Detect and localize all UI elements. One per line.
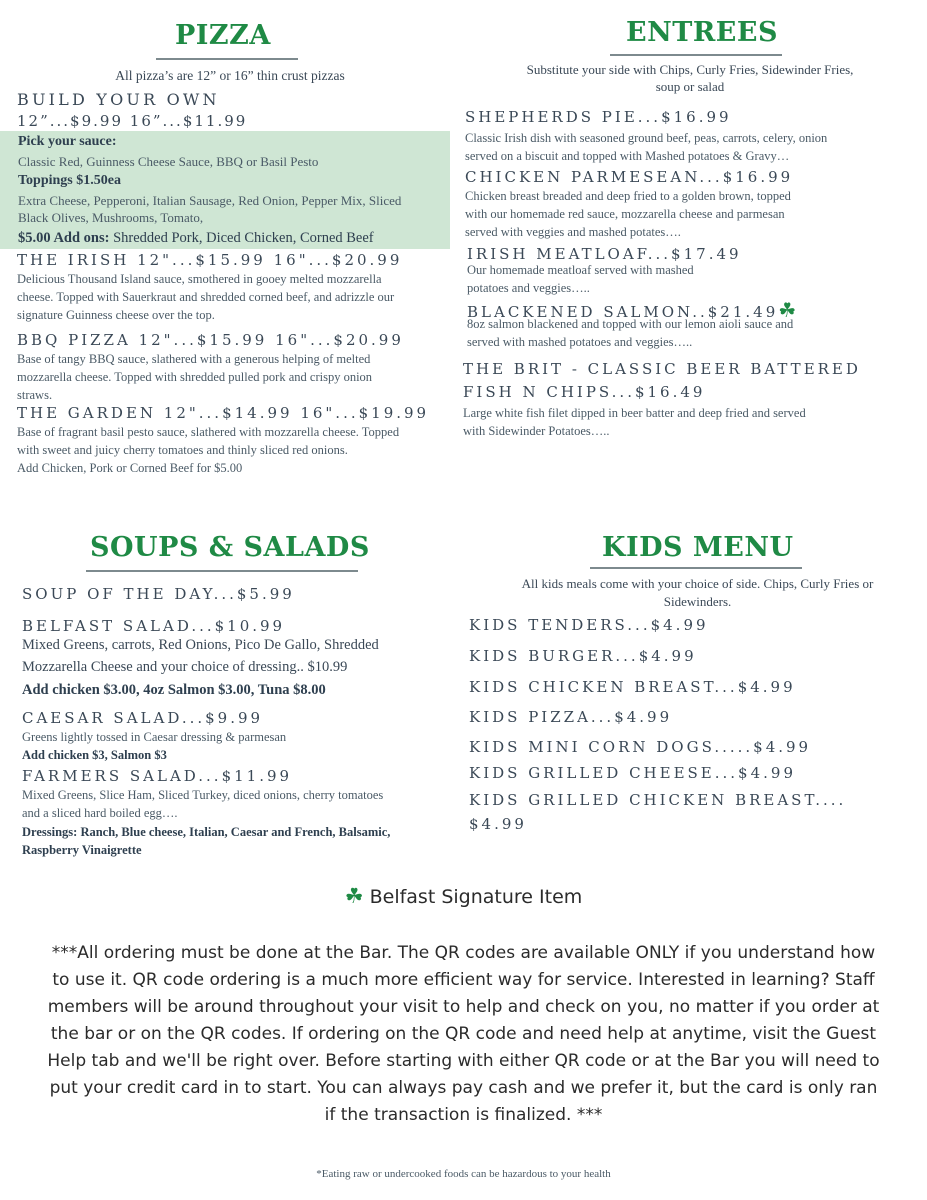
brit-desc-1: Large white fish filet dipped in beer batter and deep fried and served (463, 406, 806, 420)
shamrock-icon: ☘ (344, 884, 364, 908)
kids-item: KIDS GRILLED CHICKEN BREAST.... (469, 791, 847, 809)
meatloaf-desc-2: potatoes and veggies….. (467, 281, 590, 295)
parmesean-desc-3: served with veggies and mashed potates…. (465, 225, 681, 239)
soups-title-rule (86, 570, 358, 572)
farmers-desc-1: Mixed Greens, Slice Ham, Sliced Turkey, diced onions, cherry tomatoes (22, 788, 384, 802)
notice-line: Help tab and we'll be right over. Before starting with either QR code or at the Bar you will need to (47, 1051, 880, 1071)
irish-desc-3: signature Guinness cheese over the top. (17, 308, 215, 322)
irish-desc-1: Delicious Thousand Island sauce, smothered in gooey melted mozzarella (17, 272, 382, 286)
kids-item: KIDS BURGER...$4.99 (469, 647, 697, 665)
irish-desc-2: cheese. Topped with Sauerkraut and shredded corned beef, and adrizzle our (17, 290, 395, 304)
kids-subtitle-1: All kids meals come with your choice of side. Chips, Curly Fries or (521, 576, 874, 591)
shamrock-icon: ☘ (778, 298, 797, 322)
kids-item: $4.99 (469, 815, 527, 833)
kids-title: KIDS MENU (602, 532, 794, 563)
addons-line (18, 229, 374, 247)
kids-subtitle-2: Sidewinders. (663, 594, 732, 609)
salmon-name-text: BLACKENED SALMON..$21.49 (467, 303, 779, 321)
garden-desc-2: with sweet and juicy cherry tomatoes and thinly sliced red onions. (17, 443, 348, 457)
addons-label: $5.00 Add ons: (18, 230, 110, 246)
caesar-addons: Add chicken $3, Salmon $3 (22, 748, 167, 762)
entrees-title-rule (610, 54, 782, 56)
brit-name-2: FISH N CHIPS...$16.49 (463, 383, 706, 401)
notice-line: the bar or on the QR codes. If ordering on the QR code and need help at anytime, visit the Guest (50, 1024, 877, 1044)
farmers-dressings-1: Dressings: Ranch, Blue cheese, Italian, Caesar and French, Balsamic, (22, 825, 391, 839)
toppings-line2: Black Olives, Mushrooms, Tomato, (18, 210, 204, 225)
toppings-heading: Toppings $1.50ea (18, 173, 121, 188)
build-own-prices: 12”...$9.99 16”...$11.99 (17, 112, 248, 130)
farmers-desc-2: and a sliced hard boiled egg…. (22, 806, 178, 820)
toppings-line1: Extra Cheese, Pepperoni, Italian Sausage, Red Onion, Pepper Mix, Sliced (18, 193, 402, 208)
kids-item: KIDS PIZZA...$4.99 (469, 708, 673, 726)
kids-item: KIDS MINI CORN DOGS.....$4.99 (469, 738, 812, 756)
notice-line: ***All ordering must be done at the Bar. The QR codes are available ONLY if you understand how (51, 943, 876, 963)
meatloaf-name: IRISH MEATLOAF...$17.49 (467, 245, 742, 263)
farmers-name: FARMERS SALAD...$11.99 (22, 767, 293, 785)
shepherds-name: SHEPHERDS PIE...$16.99 (465, 108, 732, 126)
irish-name: THE IRISH 12"...$15.99 16"...$20.99 (17, 251, 403, 269)
notice-line: members will be around throughout your visit to help and check on you, no matter if you order at (47, 997, 880, 1017)
parmesean-desc-2: with our homemade red sauce, mozzarella cheese and parmesan (465, 207, 785, 221)
shepherds-desc-2: served on a biscuit and topped with Mashed potatoes & Gravy… (465, 149, 790, 163)
soup-of-day: SOUP OF THE DAY...$5.99 (22, 585, 295, 603)
meatloaf-desc-1: Our homemade meatloaf served with mashed (467, 263, 694, 277)
bbq-desc-3: straws. (17, 388, 53, 402)
entrees-subtitle-2: soup or salad (655, 79, 725, 94)
garden-desc-1: Base of fragrant basil pesto sauce, slathered with mozzarella cheese. Topped (17, 425, 400, 439)
belfast-desc-2: Mozzarella Cheese and your choice of dressing.. $10.99 (22, 659, 348, 675)
salmon-desc-1: 8oz salmon blackened and topped with our lemon aioli sauce and (467, 317, 794, 331)
belfast-addons: Add chicken $3.00, 4oz Salmon $3.00, Tuna $8.00 (22, 682, 326, 698)
raw-food-disclaimer: *Eating raw or undercooked foods can be hazardous to your health (316, 1168, 611, 1180)
sauce-heading: Pick your sauce: (18, 134, 117, 149)
signature-legend-text: Belfast Signature Item (369, 886, 583, 908)
entrees-title: ENTREES (626, 17, 778, 48)
pizza-title: PIZZA (175, 20, 271, 51)
belfast-desc-1: Mixed Greens, carrots, Red Onions, Pico De Gallo, Shredded (22, 637, 379, 653)
garden-desc-3: Add Chicken, Pork or Corned Beef for $5.00 (17, 461, 243, 475)
caesar-desc-1: Greens lightly tossed in Caesar dressing & parmesan (22, 730, 287, 744)
belfast-name: BELFAST SALAD...$10.99 (22, 617, 286, 635)
notice-line: if the transaction is finalized. *** (324, 1105, 603, 1125)
parmesean-desc-1: Chicken breast breaded and deep fried to a golden brown, topped (465, 189, 791, 203)
parmesean-name: CHICKEN PARMESEAN...$16.99 (465, 168, 794, 186)
entrees-subtitle-1: Substitute your side with Chips, Curly Fries, Sidewinder Fries, (526, 62, 854, 77)
kids-item: KIDS GRILLED CHEESE...$4.99 (469, 764, 796, 782)
kids-item: KIDS TENDERS...$4.99 (469, 616, 709, 634)
addons-items: Shredded Pork, Diced Chicken, Corned Beef (109, 230, 374, 246)
build-own-name: BUILD YOUR OWN (17, 90, 220, 109)
shepherds-desc-1: Classic Irish dish with seasoned ground beef, peas, carrots, celery, onion (465, 131, 828, 145)
kids-item: KIDS CHICKEN BREAST...$4.99 (469, 678, 796, 696)
kids-title-rule (590, 567, 802, 569)
notice-line: to use it. QR code ordering is a much more efficient way for service. Interested in learning? Staff (52, 970, 875, 990)
bbq-desc-2: mozzarella cheese. Topped with shredded pulled pork and crispy onion (17, 370, 373, 384)
signature-legend (0, 884, 927, 908)
garden-name: THE GARDEN 12"...$14.99 16"...$19.99 (17, 404, 430, 422)
soups-title: SOUPS & SALADS (90, 532, 370, 563)
pizza-subtitle: All pizza’s are 12” or 16” thin crust pizzas (115, 68, 345, 83)
brit-desc-2: with Sidewinder Potatoes….. (463, 424, 610, 438)
salmon-desc-2: served with mashed potatoes and veggies….. (467, 335, 693, 349)
ordering-notice (0, 940, 927, 1129)
brit-name-1: THE BRIT - CLASSIC BEER BATTERED (463, 360, 861, 378)
caesar-name: CAESAR SALAD...$9.99 (22, 709, 264, 727)
notice-line: put your credit card in to start. You can always pay cash and we prefer it, but the card is only ran (49, 1078, 878, 1098)
bbq-name: BBQ PIZZA 12"...$15.99 16"...$20.99 (17, 331, 404, 349)
pizza-title-rule (156, 58, 298, 60)
bbq-desc-1: Base of tangy BBQ sauce, slathered with a generous helping of melted (17, 352, 371, 366)
sauce-options: Classic Red, Guinness Cheese Sauce, BBQ or Basil Pesto (18, 154, 319, 169)
farmers-dressings-2: Raspberry Vinaigrette (22, 843, 142, 857)
